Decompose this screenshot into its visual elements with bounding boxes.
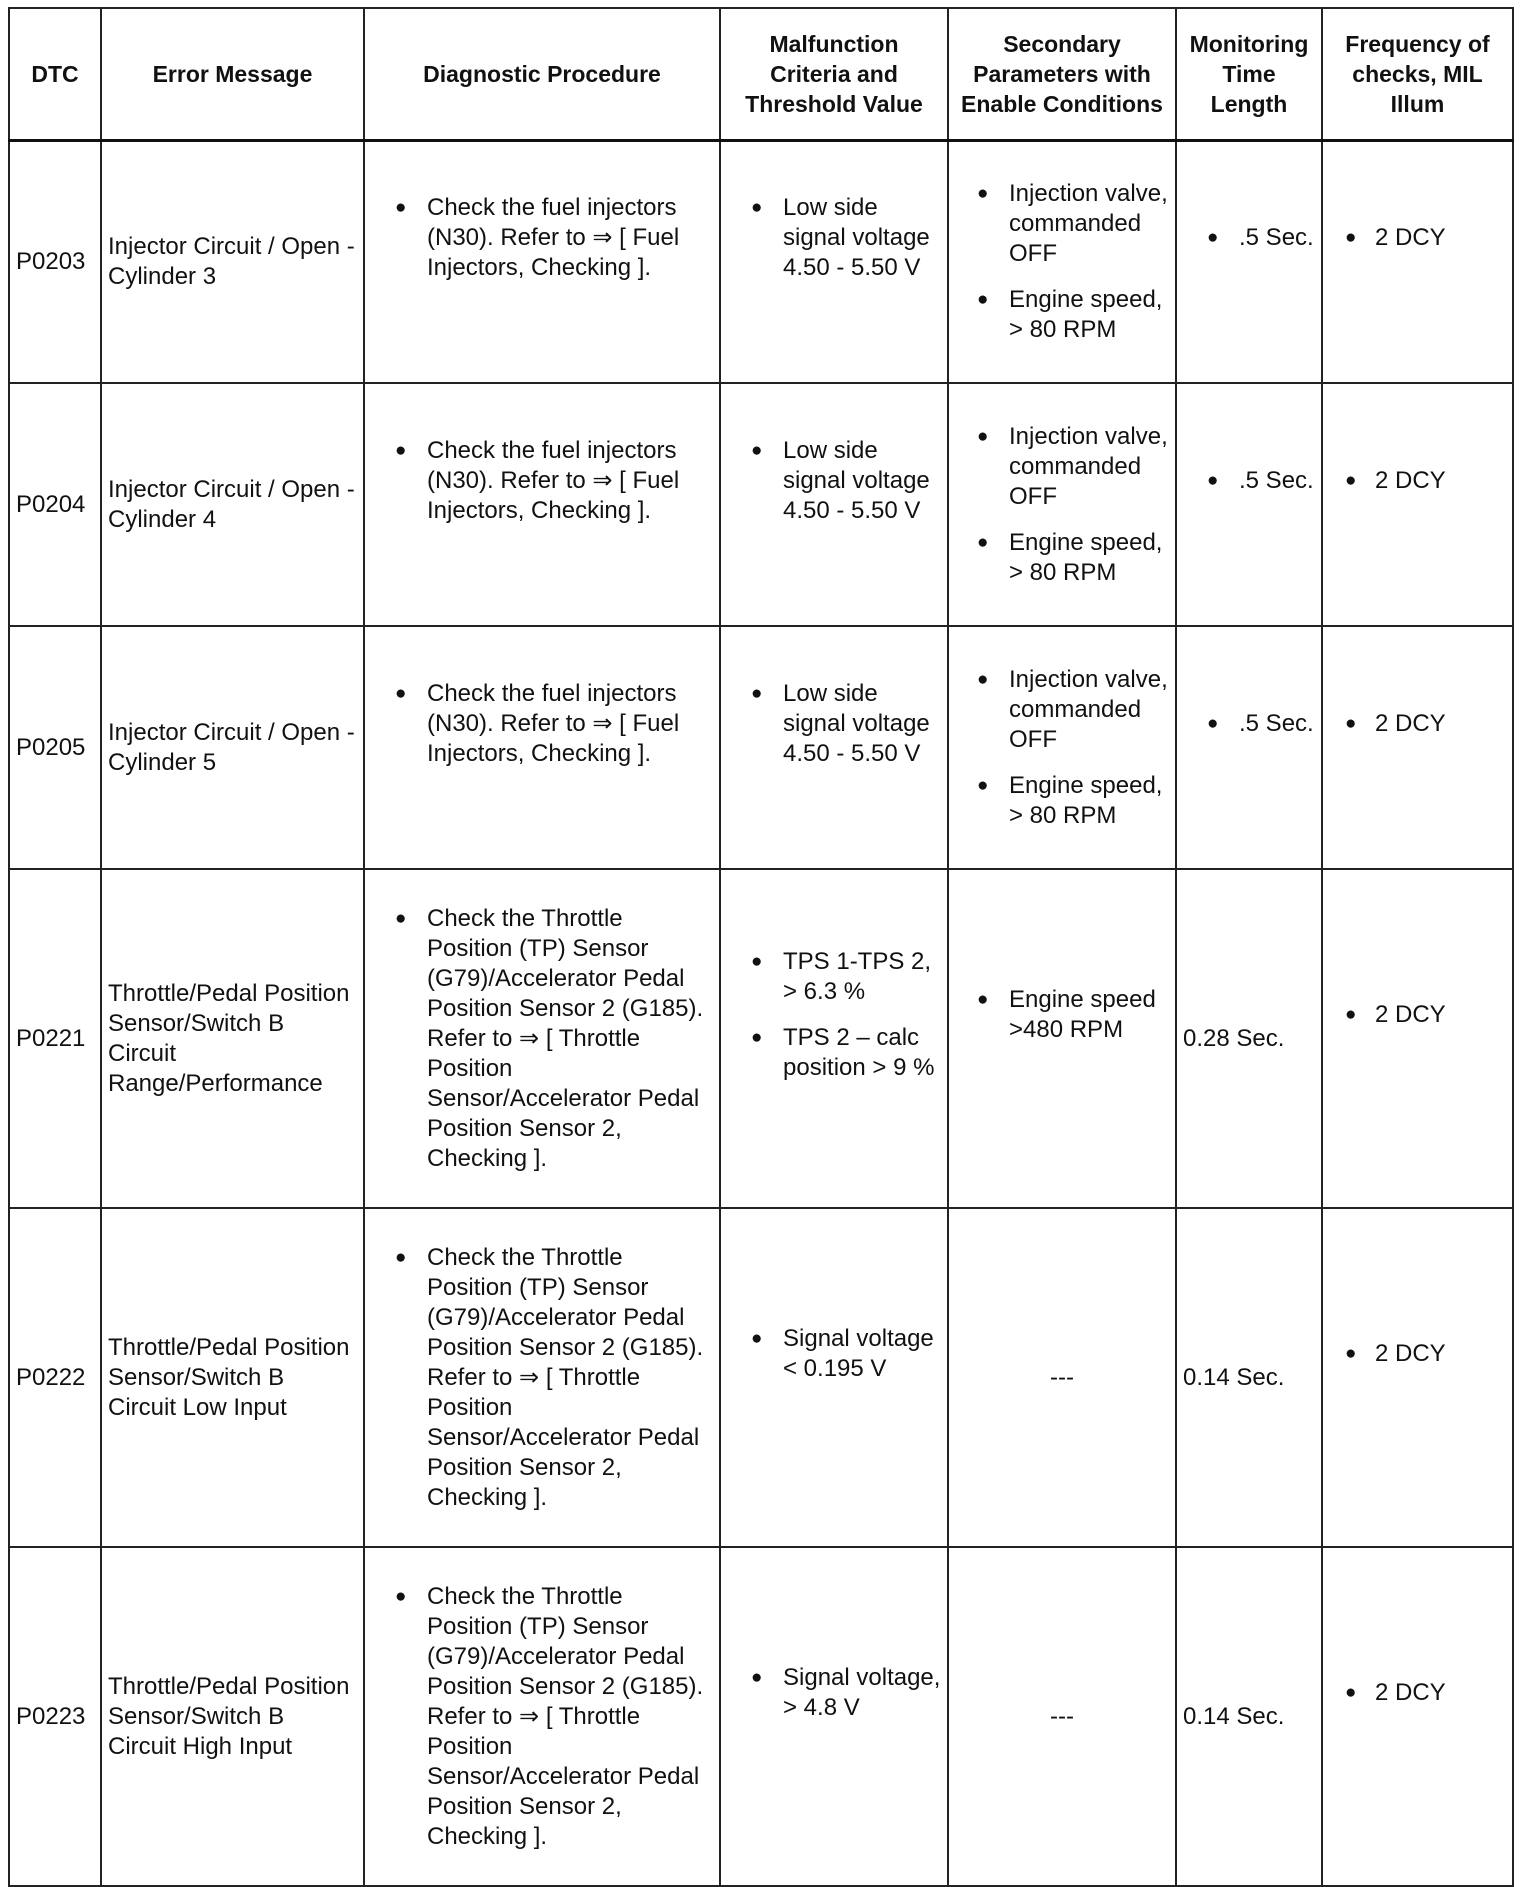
error-message: Throttle/Pedal Position Sensor/Switch B Circuit Low Input [101, 1208, 364, 1547]
secondary-parameters [948, 140, 1176, 383]
dtc-code: P0223 [9, 1547, 101, 1886]
malfunction-criteria [720, 383, 948, 626]
malfunction-criteria [720, 140, 948, 383]
procedure-item: ● Check the fuel injectors (N30). Refer to ⇒ [ Fuel Injectors, Checking ]. [371, 679, 713, 769]
dtc-code: P0204 [9, 383, 101, 626]
procedure-item: ● Check the Throttle Position (TP) Sensor (G79)/Accelerator Pedal Position Sensor 2 (G185). Refer to ⇒ [ Throttle Position Sensor/Accelerator Pedal Position Sensor 2, Checking ]. [371, 1243, 713, 1513]
table-row [9, 383, 1513, 626]
frequency-item: ● 2 DCY [1329, 709, 1506, 739]
secondary-parameters: --- [948, 1208, 1176, 1547]
secondary-parameters [948, 626, 1176, 869]
malfunction-criteria [720, 626, 948, 869]
header-frequency: Frequency of checks, MIL Illum [1322, 8, 1513, 140]
secondary-item: ● Engine speed >480 RPM [955, 985, 1169, 1045]
monitoring-item: ● .5 Sec. [1183, 466, 1315, 496]
table-row [9, 140, 1513, 383]
monitoring-time: 0.28 Sec. [1176, 869, 1322, 1208]
secondary-parameters [948, 869, 1176, 1208]
malfunction-criteria [720, 1208, 948, 1547]
header-monitoring-time: Monitoring Time Length [1176, 8, 1322, 140]
procedure-item: ● Check the Throttle Position (TP) Sensor (G79)/Accelerator Pedal Position Sensor 2 (G185). Refer to ⇒ [ Throttle Position Sensor/Accelerator Pedal Position Sensor 2, Checking ]. [371, 1582, 713, 1852]
frequency-checks [1322, 626, 1513, 869]
frequency-item: ● 2 DCY [1329, 1339, 1506, 1369]
criteria-item: ● Low side signal voltage 4.50 - 5.50 V [727, 436, 941, 526]
monitoring-item: ● .5 Sec. [1183, 223, 1315, 253]
secondary-parameters: --- [948, 1547, 1176, 1886]
dtc-table [8, 7, 1514, 1887]
secondary-item: ● Engine speed, > 80 RPM [955, 528, 1169, 588]
monitoring-time [1176, 626, 1322, 869]
monitoring-time: 0.14 Sec. [1176, 1208, 1322, 1547]
secondary-item: ● Engine speed, > 80 RPM [955, 285, 1169, 345]
frequency-checks [1322, 1208, 1513, 1547]
frequency-item: ● 2 DCY [1329, 466, 1506, 496]
criteria-item: ● Signal voltage < 0.195 V [727, 1324, 941, 1384]
criteria-item: ● Low side signal voltage 4.50 - 5.50 V [727, 193, 941, 283]
header-dtc: DTC [9, 8, 101, 140]
procedure-item: ● Check the fuel injectors (N30). Refer to ⇒ [ Fuel Injectors, Checking ]. [371, 193, 713, 283]
diagnostic-procedure [364, 626, 720, 869]
dtc-code: P0203 [9, 140, 101, 383]
secondary-item: ● Engine speed, > 80 RPM [955, 771, 1169, 831]
table-row [9, 1208, 1513, 1547]
malfunction-criteria [720, 869, 948, 1208]
table-row [9, 626, 1513, 869]
table-row [9, 1547, 1513, 1886]
error-message: Injector Circuit / Open - Cylinder 4 [101, 383, 364, 626]
frequency-checks [1322, 383, 1513, 626]
header-secondary-parameters: Secondary Parameters with Enable Conditions [948, 8, 1176, 140]
frequency-item: ● 2 DCY [1329, 1000, 1506, 1030]
secondary-item: ● Injection valve, commanded OFF [955, 665, 1169, 755]
error-message: Injector Circuit / Open - Cylinder 3 [101, 140, 364, 383]
header-diagnostic-procedure: Diagnostic Procedure [364, 8, 720, 140]
frequency-checks [1322, 140, 1513, 383]
procedure-item: ● Check the fuel injectors (N30). Refer to ⇒ [ Fuel Injectors, Checking ]. [371, 436, 713, 526]
error-message: Throttle/Pedal Position Sensor/Switch B Circuit Range/Performance [101, 869, 364, 1208]
monitoring-time [1176, 383, 1322, 626]
header-malfunction-criteria: Malfunction Criteria and Threshold Value [720, 8, 948, 140]
dtc-code: P0222 [9, 1208, 101, 1547]
procedure-item: ● Check the Throttle Position (TP) Sensor (G79)/Accelerator Pedal Position Sensor 2 (G185). Refer to ⇒ [ Throttle Position Sensor/Accelerator Pedal Position Sensor 2, Checking ]. [371, 904, 713, 1174]
criteria-item: ● TPS 2 – calc position > 9 % [727, 1023, 941, 1083]
dtc-code: P0205 [9, 626, 101, 869]
diagnostic-procedure [364, 869, 720, 1208]
secondary-parameters [948, 383, 1176, 626]
table-row [9, 869, 1513, 1208]
diagnostic-procedure [364, 383, 720, 626]
criteria-item: ● Low side signal voltage 4.50 - 5.50 V [727, 679, 941, 769]
monitoring-time [1176, 140, 1322, 383]
frequency-checks [1322, 1547, 1513, 1886]
criteria-item: ● Signal voltage, > 4.8 V [727, 1663, 941, 1723]
criteria-item: ● TPS 1-TPS 2, > 6.3 % [727, 947, 941, 1007]
secondary-item: ● Injection valve, commanded OFF [955, 179, 1169, 269]
diagnostic-procedure [364, 140, 720, 383]
frequency-checks [1322, 869, 1513, 1208]
diagnostic-procedure [364, 1208, 720, 1547]
monitoring-time: 0.14 Sec. [1176, 1547, 1322, 1886]
header-row [9, 8, 1513, 140]
dtc-code: P0221 [9, 869, 101, 1208]
malfunction-criteria [720, 1547, 948, 1886]
header-error-message: Error Message [101, 8, 364, 140]
frequency-item: ● 2 DCY [1329, 1678, 1506, 1708]
error-message: Throttle/Pedal Position Sensor/Switch B Circuit High Input [101, 1547, 364, 1886]
error-message: Injector Circuit / Open - Cylinder 5 [101, 626, 364, 869]
frequency-item: ● 2 DCY [1329, 223, 1506, 253]
monitoring-item: ● .5 Sec. [1183, 709, 1315, 739]
secondary-item: ● Injection valve, commanded OFF [955, 422, 1169, 512]
diagnostic-procedure [364, 1547, 720, 1886]
